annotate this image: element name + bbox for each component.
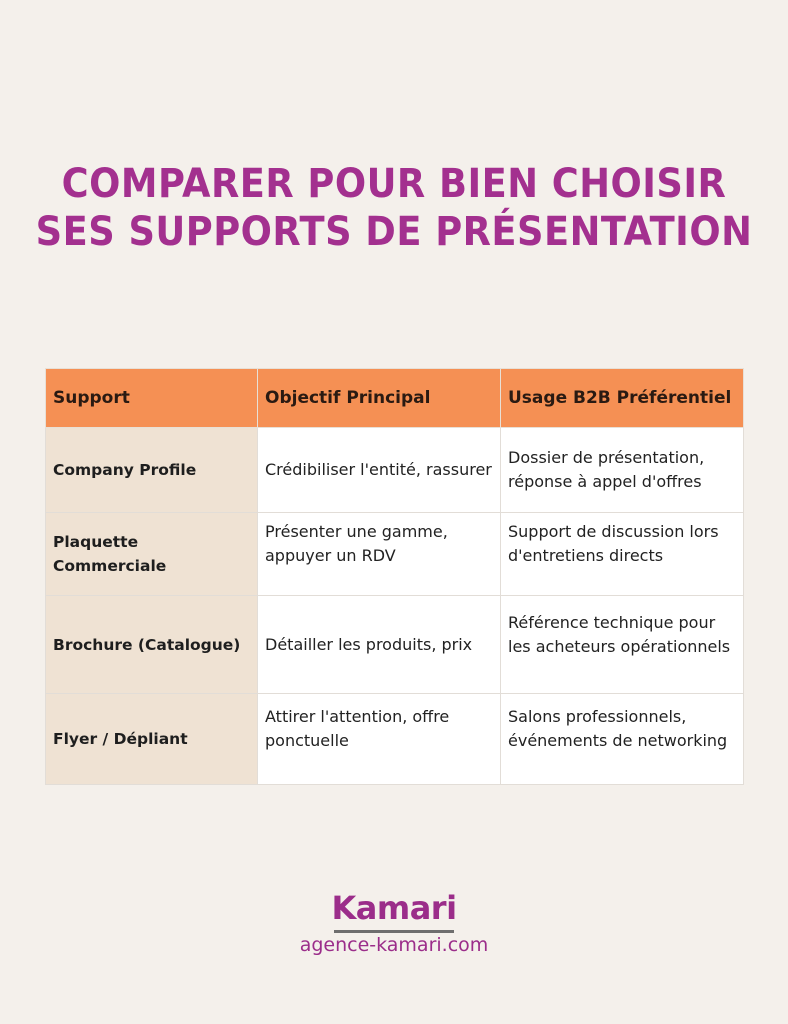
row-usage-text: Salons professionnels, événements de networking (508, 707, 728, 750)
row-support-cell: Company Profile (46, 428, 258, 513)
table-row (46, 596, 744, 694)
table-row (46, 513, 744, 596)
table-row (46, 694, 744, 785)
row-objectif-cell (258, 513, 501, 596)
table-header-row (46, 369, 744, 428)
row-usage-cell: Dossier de présentation, réponse à appel d'offres (501, 428, 744, 513)
row-objectif-cell: Crédibiliser l'entité, rassurer (258, 428, 501, 513)
title-line-2: SES SUPPORTS DE PRÉSENTATION (35, 209, 753, 255)
header-support: Support (46, 369, 258, 428)
row-usage-cell (501, 513, 744, 596)
row-objectif-cell (258, 694, 501, 785)
website-link[interactable]: agence-kamari.com (299, 934, 489, 956)
page-title (32, 160, 757, 256)
row-support-cell: Plaquette Commerciale (46, 513, 258, 596)
title-line-1: COMPARER POUR BIEN CHOISIR (61, 161, 727, 207)
row-usage-text: Support de discussion lors d'entretiens directs (508, 522, 719, 565)
logo-underline (334, 930, 454, 933)
row-support-cell: Flyer / Dépliant (46, 694, 258, 785)
row-usage-cell (501, 694, 744, 785)
header-objectif: Objectif Principal (258, 369, 501, 428)
comparison-table (45, 368, 744, 785)
row-objectif-text: Attirer l'attention, offre ponctuelle (265, 707, 450, 750)
table-row (46, 428, 744, 513)
brand-logo (0, 888, 788, 933)
row-usage-text: Référence technique pour les acheteurs opérationnels (508, 612, 731, 656)
row-objectif-text: Présenter une gamme, appuyer un RDV (265, 522, 448, 565)
brand-name: Kamari (331, 889, 457, 927)
row-usage-cell (501, 596, 744, 694)
row-objectif-cell: Détailler les produits, prix (258, 596, 501, 694)
header-usage: Usage B2B Préférentiel (501, 369, 744, 428)
row-support-cell: Brochure (Catalogue) (46, 596, 258, 694)
